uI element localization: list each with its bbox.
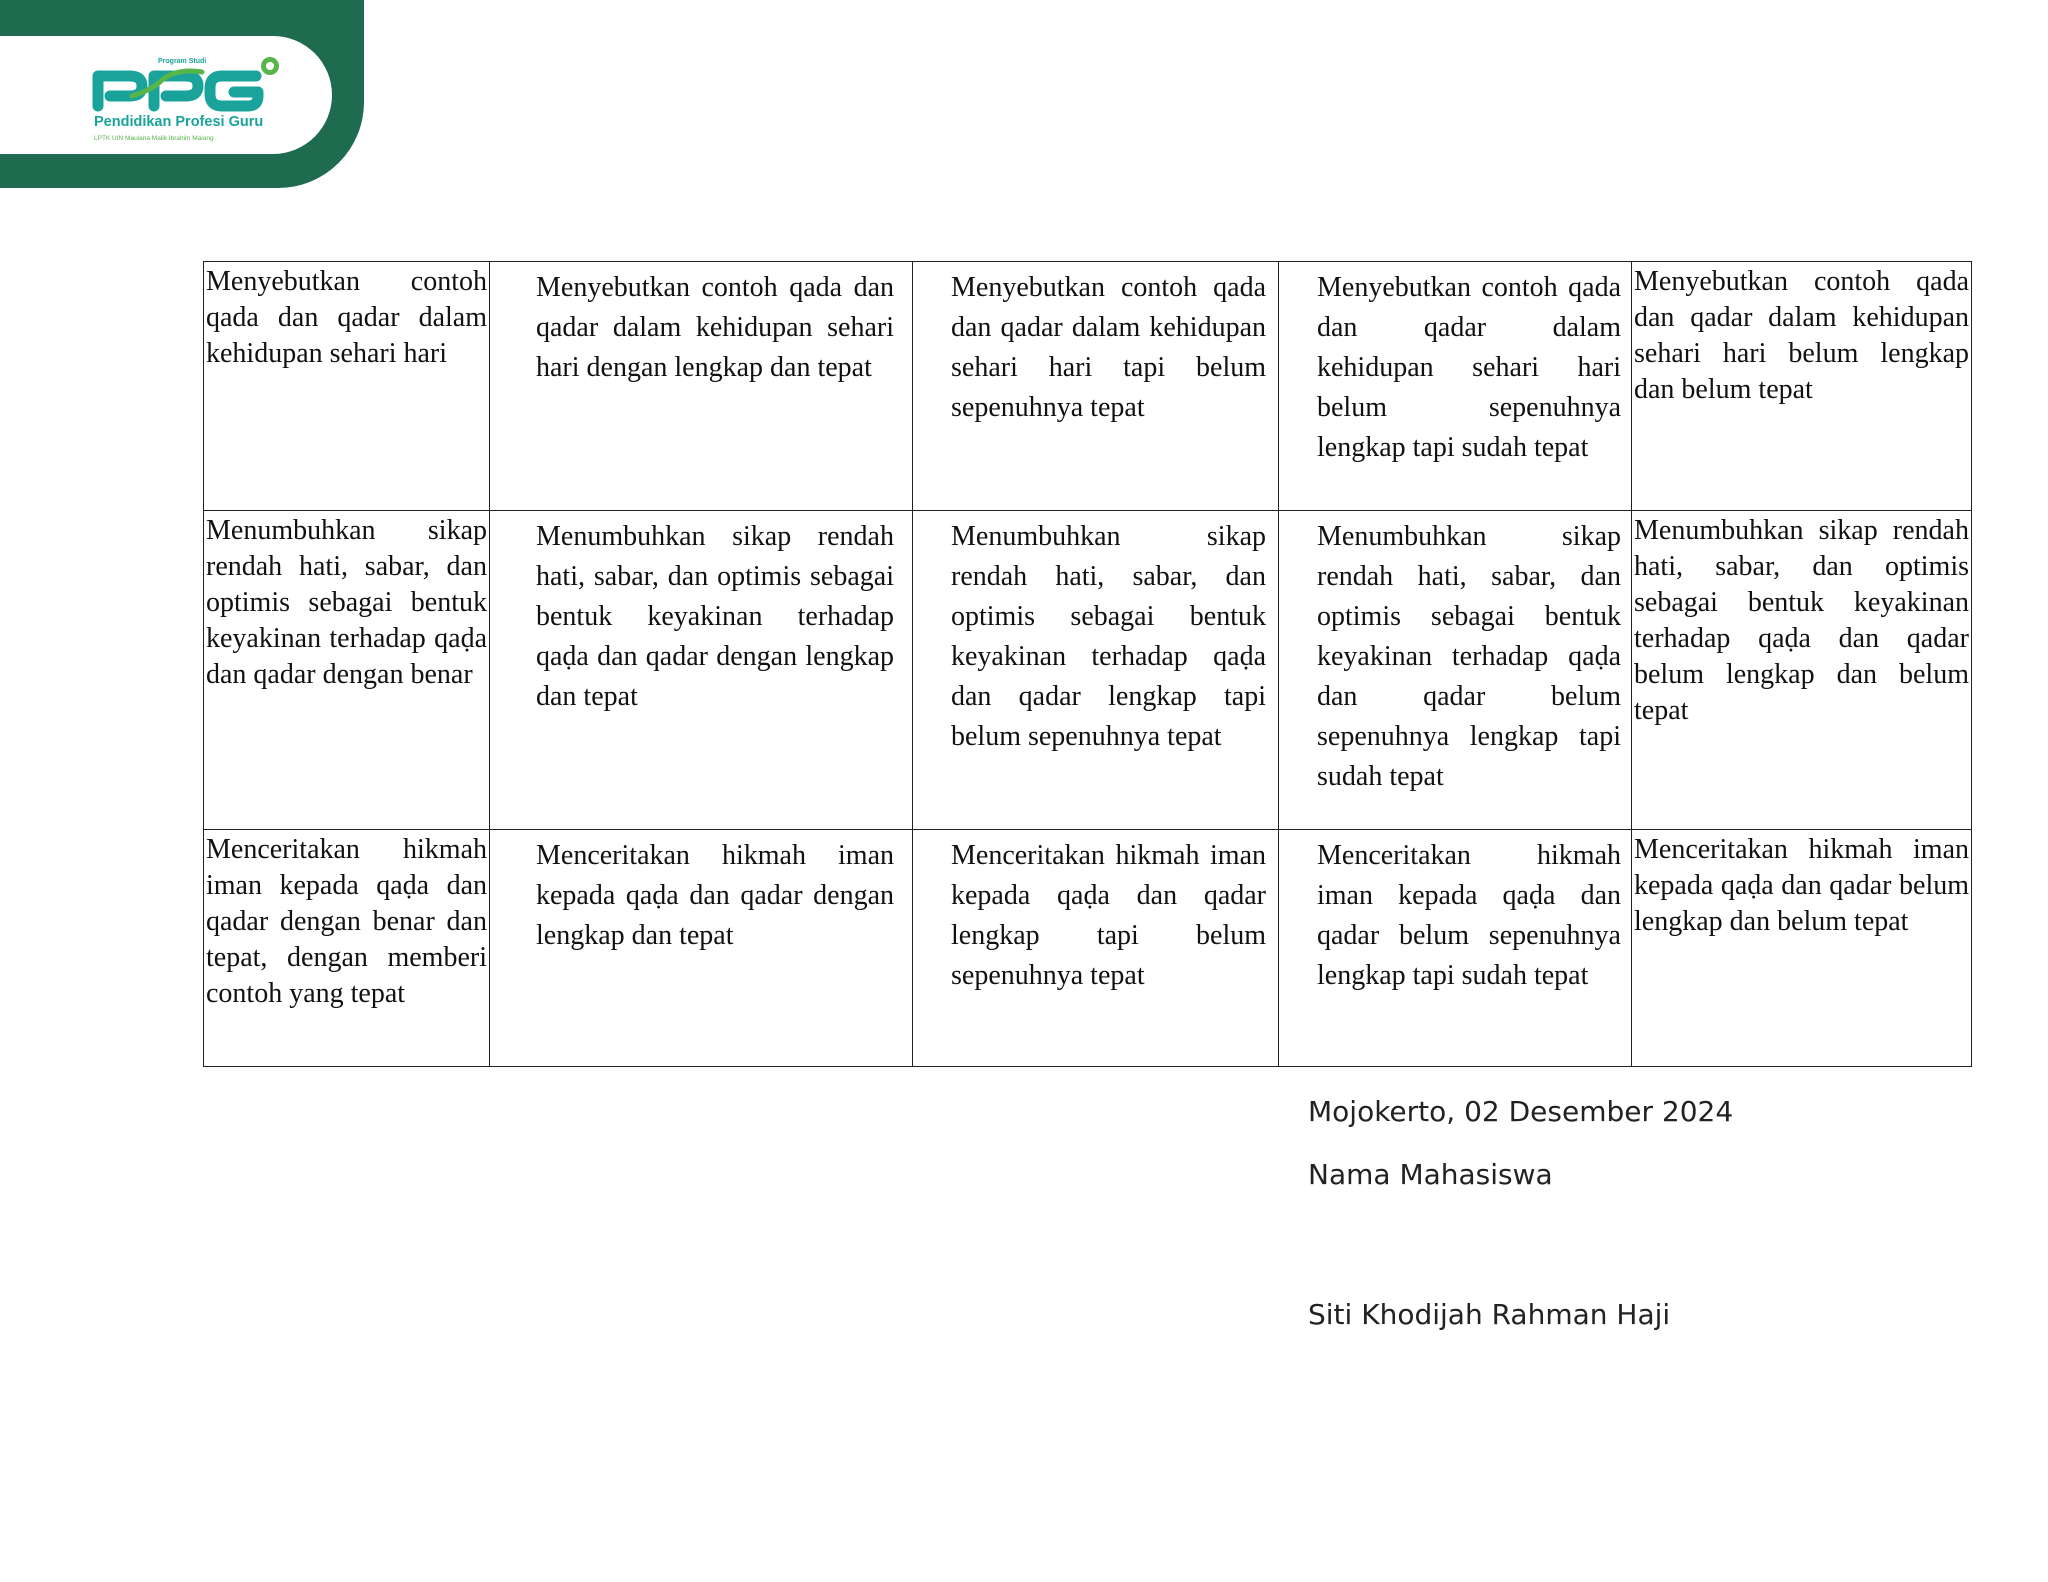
table-cell: Menumbuhkan sikap rendah hati, sabar, dan optimis sebagai bentuk keyakinan terhadap qaḍa dan qadar dengan lengkap dan tepat [490,511,913,830]
table-cell: Menceritakan hikmah iman kepada qaḍa dan qadar lengkap tapi belum sepenuhnya tepat [913,830,1279,1067]
signature-place-date: Mojokerto, 02 Desember 2024 [1308,1095,1734,1128]
table-cell: Menyebutkan contoh qada dan qadar dalam kehidupan sehari hari belum sepenuhnya lengkap tapi sudah tepat [1279,262,1632,511]
ppg-logo [92,50,292,146]
logo-name: Pendidikan Profesi Guru [94,114,264,130]
logo-mark-icon [98,71,258,106]
table-cell: Menyebutkan contoh qada dan qadar dalam kehidupan sehari hari tapi belum sepenuhnya tepat [913,262,1279,511]
signature-name: Siti Khodijah Rahman Haji [1308,1298,1671,1331]
rubric-table [203,261,1972,1067]
table-cell: Menumbuhkan sikap rendah hati, sabar, dan optimis sebagai bentuk keyakinan terhadap qaḍa dan qadar belum sepenuhnya lengkap tapi sudah tepat [1279,511,1632,830]
signature-role: Nama Mahasiswa [1308,1158,1553,1191]
table-cell: Menumbuhkan sikap rendah hati, sabar, dan optimis sebagai bentuk keyakinan terhadap qaḍa dan qadar belum lengkap dan belum tepat [1632,511,1972,830]
table-cell: Menumbuhkan sikap rendah hati, sabar, dan optimis sebagai bentuk keyakinan terhadap qaḍa dan qadar dengan benar [204,511,490,830]
table-cell: Menceritakan hikmah iman kepada qaḍa dan qadar belum lengkap dan belum tepat [1632,830,1972,1067]
table-cell: Menumbuhkan sikap rendah hati, sabar, dan optimis sebagai bentuk keyakinan terhadap qaḍa dan qadar lengkap tapi belum sepenuhnya tepat [913,511,1279,830]
logo-small-text: Program Studi [158,58,207,65]
logo-subtitle: LPTK UIN Maulana Malik Ibrahim Malang [94,135,214,142]
table-cell: Menyebutkan contoh qada dan qadar dalam kehidupan sehari hari dengan lengkap dan tepat [490,262,913,511]
table-cell: Menyebutkan contoh qada dan qadar dalam kehidupan sehari hari [204,262,490,511]
table-row [204,262,1972,511]
table-cell: Menceritakan hikmah iman kepada qaḍa dan qadar belum sepenuhnya lengkap tapi sudah tepat [1279,830,1632,1067]
table-row [204,511,1972,830]
table-cell: Menceritakan hikmah iman kepada qaḍa dan qadar dengan benar dan tepat, dengan memberi contoh yang tepat [204,830,490,1067]
table-row [204,830,1972,1067]
table-cell: Menyebutkan contoh qada dan qadar dalam kehidupan sehari hari belum lengkap dan belum tepat [1632,262,1972,511]
table-cell: Menceritakan hikmah iman kepada qaḍa dan qadar dengan lengkap dan tepat [490,830,913,1067]
